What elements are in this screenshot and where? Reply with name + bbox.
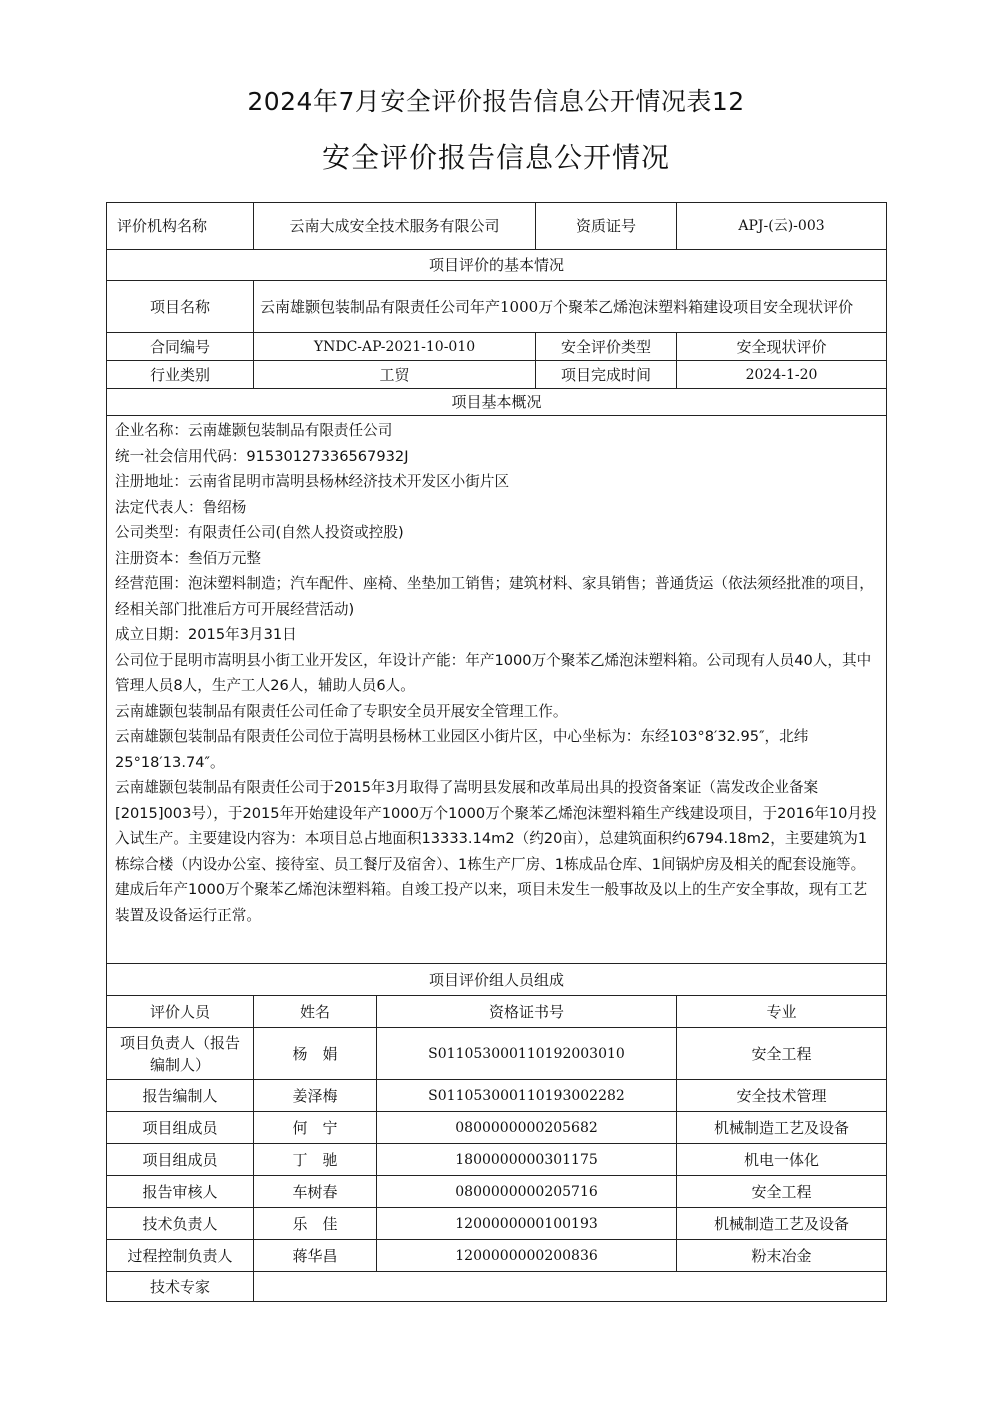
member-name: 乐 佳	[254, 1208, 377, 1240]
overview-line: 注册资本：叁佰万元整	[115, 549, 261, 567]
member-major: 安全技术管理	[677, 1080, 887, 1112]
finish-label: 项目完成时间	[536, 361, 677, 389]
basic-header: 项目评价的基本情况	[107, 250, 887, 281]
team-header: 项目评价组人员组成	[107, 964, 887, 996]
member-name: 丁 驰	[254, 1144, 377, 1176]
col-major: 专业	[677, 996, 887, 1028]
member-cert: S011053000110192003010	[377, 1028, 677, 1080]
org-value: 云南大成安全技术服务有限公司	[254, 203, 536, 250]
finish-value: 2024-1-20	[677, 361, 887, 389]
table-row	[107, 1112, 887, 1144]
table-row	[107, 1144, 887, 1176]
contract-label: 合同编号	[107, 333, 254, 361]
overview-header: 项目基本概况	[107, 389, 887, 416]
member-cert: 0800000000205716	[377, 1176, 677, 1208]
member-cert: S011053000110193002282	[377, 1080, 677, 1112]
industry-value: 工贸	[254, 361, 536, 389]
industry-label: 行业类别	[107, 361, 254, 389]
overview-line: 注册地址：云南省昆明市嵩明县杨林经济技术开发区小街片区	[115, 473, 510, 490]
member-cert: 1800000000301175	[377, 1144, 677, 1176]
member-role: 项目负责人（报告编制人）	[107, 1028, 254, 1080]
cert-value: APJ-(云)-003	[677, 203, 887, 250]
table-row	[107, 1176, 887, 1208]
member-name: 蒋华昌	[254, 1240, 377, 1272]
member-name: 车树春	[254, 1176, 377, 1208]
overview-line: 公司类型：有限责任公司(自然人投资或控股)	[115, 524, 404, 541]
member-role: 报告编制人	[107, 1080, 254, 1112]
member-role: 项目组成员	[107, 1112, 254, 1144]
member-role: 报告审核人	[107, 1176, 254, 1208]
project-name-value: 云南雄颢包装制品有限责任公司年产1000万个聚苯乙烯泡沫塑料箱建设项目安全现状评价	[254, 281, 887, 333]
expert-label: 技术专家	[107, 1272, 254, 1302]
cert-label: 资质证号	[536, 203, 677, 250]
overview-line: 云南雄颢包装制品有限责任公司于2015年3月取得了嵩明县发展和改革局出具的投资备案证（嵩发改企业备案[2015]003号），于2015年开始建设年产1000万个1000万个聚苯乙烯泡沫塑料箱生产线建设项目，于2016年10月投入试生产。主要建设内容为：本项目总占地面积13333.14m2（约20亩），总建筑面积约6794.18m2，主要建筑为1栋综合楼（内设办公室、接待室、员工餐厅及宿舍）、1栋生产厂房、1栋成品仓库、1间锅炉房及相关的配套设施等。建成后年产1000万个聚苯乙烯泡沫塑料箱。自竣工投产以来，项目未发生一般事故及以上的生产安全事故，现有工艺装置及设备运行正常。	[115, 779, 877, 924]
member-major: 安全工程	[677, 1028, 887, 1080]
member-name: 杨 娟	[254, 1028, 377, 1080]
eval-type-label: 安全评价类型	[536, 333, 677, 361]
project-name-row	[107, 281, 887, 333]
overview-line: 企业名称：云南雄颢包装制品有限责任公司	[115, 422, 393, 439]
overview-line: 经营范围：泡沫塑料制造；汽车配件、座椅、坐垫加工销售；建筑材料、家具销售；普通货运（依法须经批准的项目，经相关部门批准后方可开展经营活动)	[115, 575, 874, 618]
contract-value: YNDC-AP-2021-10-010	[254, 333, 536, 361]
eval-type-value: 安全现状评价	[677, 333, 887, 361]
table-row	[107, 1208, 887, 1240]
industry-row	[107, 361, 887, 389]
table-row	[107, 1240, 887, 1272]
member-major: 机械制造工艺及设备	[677, 1112, 887, 1144]
member-cert: 1200000000100193	[377, 1208, 677, 1240]
expert-value	[254, 1272, 887, 1302]
project-name-label: 项目名称	[107, 281, 254, 333]
table-row	[107, 1028, 887, 1080]
member-cert: 1200000000200836	[377, 1240, 677, 1272]
overview-line: 法定代表人：鲁绍杨	[115, 498, 247, 516]
overview-line: 公司位于昆明市嵩明县小街工业开发区，年设计产能：年产1000万个聚苯乙烯泡沫塑料箱。公司现有人员40人，其中管理人员8人，生产工人26人，辅助人员6人。	[115, 651, 872, 694]
page-subtitle: 安全评价报告信息公开情况	[321, 141, 670, 174]
expert-row	[107, 1272, 887, 1302]
member-name: 何 宁	[254, 1112, 377, 1144]
member-name: 姜泽梅	[254, 1080, 377, 1112]
member-role: 过程控制负责人	[107, 1240, 254, 1272]
col-name: 姓名	[254, 996, 377, 1028]
table-row	[107, 1080, 887, 1112]
page-title: 2024年7月安全评价报告信息公开情况表12	[247, 87, 745, 116]
member-major: 机械制造工艺及设备	[677, 1208, 887, 1240]
team-column-headers	[107, 996, 887, 1028]
overview-line: 云南雄颢包装制品有限责任公司任命了专职安全员开展安全管理工作。	[115, 702, 568, 720]
member-major: 安全工程	[677, 1176, 887, 1208]
member-role: 项目组成员	[107, 1144, 254, 1176]
contract-row	[107, 333, 887, 361]
overview-line: 成立日期：2015年3月31日	[115, 626, 297, 643]
overview-line: 云南雄颢包装制品有限责任公司位于嵩明县杨林工业园区小街片区，中心坐标为：东经103°8′32.95″，北纬25°18′13.74″。	[115, 728, 809, 771]
overview-body	[107, 416, 887, 964]
disclosure-table	[106, 202, 887, 1302]
col-role: 评价人员	[107, 996, 254, 1028]
org-label: 评价机构名称	[107, 203, 254, 250]
member-cert: 0800000000205682	[377, 1112, 677, 1144]
member-major: 机电一体化	[677, 1144, 887, 1176]
org-row	[107, 203, 887, 250]
member-major: 粉末冶金	[677, 1240, 887, 1272]
overview-line: 统一社会信用代码：91530127336567932J	[115, 447, 409, 465]
member-role: 技术负责人	[107, 1208, 254, 1240]
col-cert: 资格证书号	[377, 996, 677, 1028]
